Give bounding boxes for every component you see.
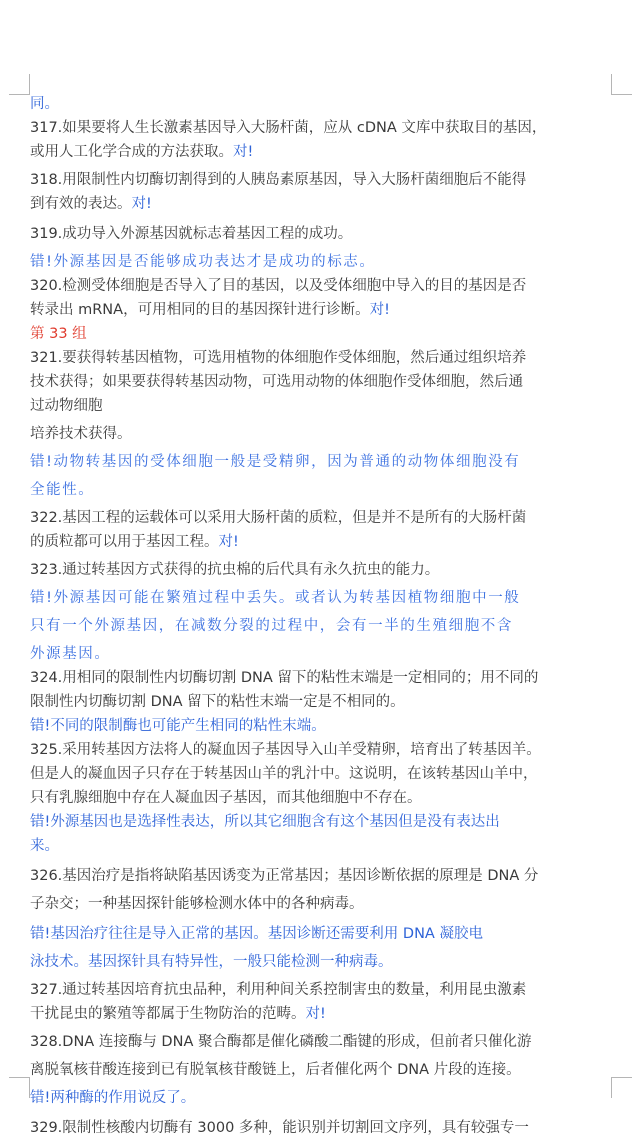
question-326-line2: 子杂交；一种基因探针能够检测水体中的各种病毒。	[30, 896, 364, 912]
answer-line: 同。	[30, 96, 59, 112]
question-328-line2: 离脱氧核苷酸连接到已有脱氧核苷酸链上，后者催化两个 DNA 片段的连接。	[30, 1062, 521, 1078]
question-329-line1: 329.限制性核酸内切酶有 3000 多种，能识别并切割回文序列，具有较强专一	[30, 1120, 529, 1136]
answer-321-line2: 全能性。	[30, 482, 95, 498]
question-325-line2: 但是人的凝血因子只存在于转基因山羊的乳汁中。这说明，在该转基因山羊中，	[30, 766, 538, 782]
question-320-line1: 320.检测受体细胞是否导入了目的基因，以及受体细胞中导入的目的基因是否	[30, 278, 527, 294]
answer-323-line1: 错!外源基因可能在繁殖过程中丢失。或者认为转基因植物细胞中一般	[30, 590, 521, 606]
answer-324: 错!不同的限制酶也可能产生相同的粘性末端。	[30, 718, 326, 734]
answer-325-line1: 错!外源基因也是选择性表达，所以其它细胞含有这个基因但是没有表达出	[30, 814, 500, 830]
answer-correct: 对!	[369, 302, 390, 318]
question-322-line1: 322.基因工程的运载体可以采用大肠杆菌的质粒，但是并不是所有的大肠杆菌	[30, 510, 527, 526]
answer-correct: 对!	[233, 144, 254, 160]
question-text: 的质粒都可以用于基因工程。	[30, 534, 219, 550]
question-318-line1: 318.用限制性内切酶切割得到的人胰岛素原基因，导入大肠杆菌细胞后不能得	[30, 172, 527, 188]
answer-correct: 对!	[305, 1006, 326, 1022]
question-321-line4: 培养技术获得。	[30, 426, 132, 442]
question-317-line2	[30, 140, 616, 164]
question-text: 干扰昆虫的繁殖等都属于生物防治的范畴。	[30, 1006, 306, 1022]
question-text: 或用人工化学合成的方法获取。	[30, 144, 233, 160]
crop-mark-top-left	[9, 74, 30, 95]
question-321-line1: 321.要获得转基因植物，可选用植物的体细胞作受体细胞，然后通过组织培养	[30, 350, 527, 366]
answer-323-line3: 外源基因。	[30, 646, 111, 662]
question-324-line2: 限制性内切酶切割 DNA 留下的粘性末端一定是不相同的。	[30, 694, 405, 710]
question-327-line2	[30, 1002, 616, 1026]
answer-correct: 对!	[218, 534, 239, 550]
answer-325-line2: 来。	[30, 838, 59, 854]
question-319-line1: 319.成功导入外源基因就标志着基因工程的成功。	[30, 226, 353, 242]
question-321-line3: 过动物细胞	[30, 398, 103, 414]
question-320-line2	[30, 298, 616, 322]
crop-mark-bottom-left	[9, 1077, 30, 1098]
answer-321-line1: 错!动物转基因的受体细胞一般是受精卵，因为普通的动物体细胞没有	[30, 454, 521, 470]
group-heading: 第 33 组	[30, 326, 87, 342]
answer-328: 错!两种酶的作用说反了。	[30, 1090, 196, 1106]
question-326-line1: 326.基因治疗是指将缺陷基因诱变为正常基因；基因诊断依据的原理是 DNA 分	[30, 868, 539, 884]
answer-319: 错!外源基因是否能够成功表达才是成功的标志。	[30, 254, 376, 270]
question-322-line2	[30, 530, 616, 554]
question-321-line2: 技术获得；如果要获得转基因动物，可选用动物的体细胞作受体细胞，然后通	[30, 374, 523, 390]
question-324-line1: 324.用相同的限制性内切酶切割 DNA 留下的粘性末端是一定相同的；用不同的	[30, 670, 539, 686]
question-317-line1: 317.如果要将人生长激素基因导入大肠杆菌，应从 cDNA 文库中获取目的基因，	[30, 120, 547, 136]
answer-323-line2: 只有一个外源基因，在减数分裂的过程中，会有一半的生殖细胞不含	[30, 618, 513, 634]
question-328-line1: 328.DNA 连接酶与 DNA 聚合酶都是催化磷酸二酯键的形成，但前者只催化游	[30, 1034, 532, 1050]
question-318-line2	[30, 192, 616, 216]
answer-326-line2: 泳技术。基因探针具有特异性，一般只能检测一种病毒。	[30, 954, 393, 970]
question-323-line1: 323.通过转基因方式获得的抗虫棉的后代具有永久抗虫的能力。	[30, 562, 440, 578]
answer-326-line1: 错!基因治疗往往是导入正常的基因。基因诊断还需要利用 DNA 凝胶电	[30, 926, 483, 942]
question-325-line3: 只有乳腺细胞中存在人凝血因子基因，而其他细胞中不存在。	[30, 790, 422, 806]
question-325-line1: 325.采用转基因方法将人的凝血因子基因导入山羊受精卵，培育出了转基因羊。	[30, 742, 541, 758]
question-text: 转录出 mRNA，可用相同的目的基因探针进行诊断。	[30, 302, 370, 318]
question-327-line1: 327.通过转基因培育抗虫品种，利用种间关系控制害虫的数量，利用昆虫激素	[30, 982, 527, 998]
question-text: 到有效的表达。	[30, 196, 132, 212]
document-body	[30, 92, 616, 1140]
answer-correct: 对!	[131, 196, 152, 212]
